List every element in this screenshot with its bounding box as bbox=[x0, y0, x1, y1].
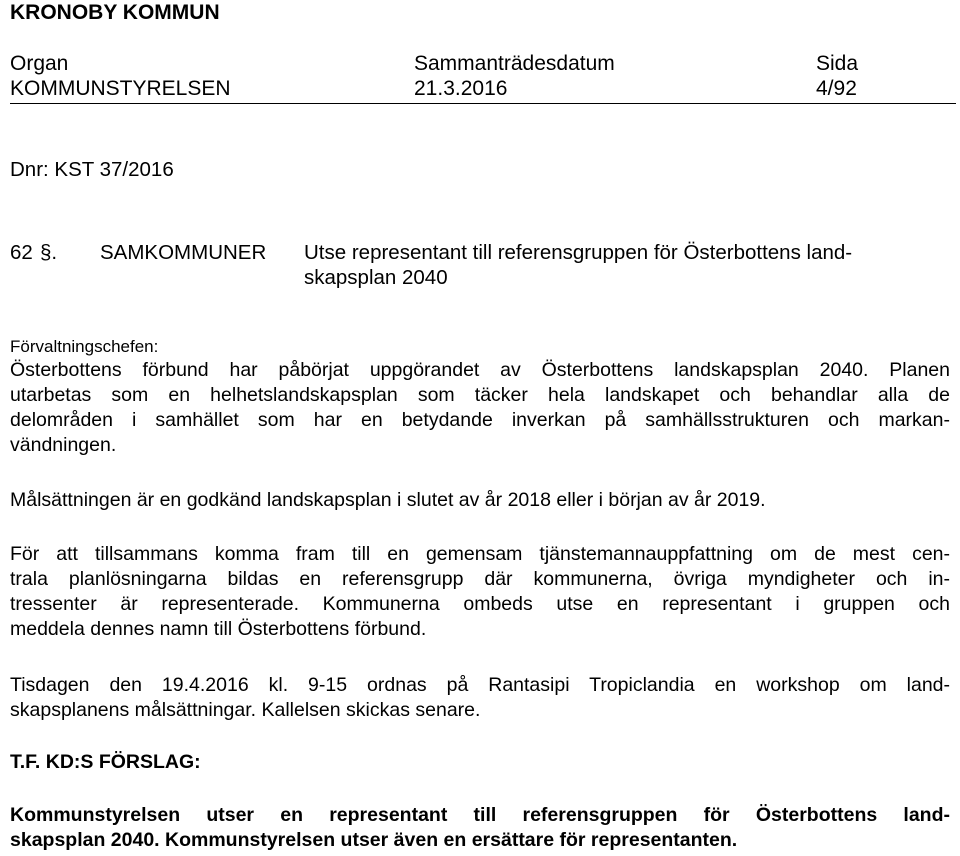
paragraph-line: skapsplanens målsättningar. Kallelsen skickas senare. bbox=[10, 699, 481, 721]
paragraph-line: Målsättningen är en godkänd landskapsplan i slutet av år 2018 eller i början av år 2019. bbox=[10, 489, 766, 511]
paragraph-line: Österbottens förbund har påbörjat uppgörandet av Österbottens landskapsplan 2040. Planen bbox=[10, 359, 950, 381]
paragraph-line: delområden i samhället som har en betydande inverkan på samhällsstrukturen och markan- bbox=[10, 409, 950, 431]
item-title-line-2: skapsplan 2040 bbox=[304, 266, 448, 289]
preparer-label: Förvaltningschefen: bbox=[10, 337, 159, 356]
paragraph-line: skapsplan 2040. Kommunstyrelsen utser även en ersättare för representanten. bbox=[10, 829, 738, 851]
paragraph-goal bbox=[10, 488, 950, 513]
item-category: SAMKOMMUNER bbox=[100, 241, 267, 264]
item-title-line-1: Utse representant till referensgruppen för Österbottens land- bbox=[304, 241, 853, 264]
date-label: Sammanträdesdatum bbox=[414, 52, 615, 75]
paragraph-line: utarbetas som en helhetslandskapsplan som täcker hela landskapet och behandlar alla de bbox=[10, 384, 950, 406]
page-label: Sida bbox=[816, 52, 859, 75]
paragraph-reference-group bbox=[10, 542, 950, 642]
date-value: 21.3.2016 bbox=[414, 77, 508, 100]
paragraph-line: Tisdagen den 19.4.2016 kl. 9-15 ordnas på Rantasipi Tropiclandia en workshop om land- bbox=[10, 674, 950, 696]
organ-label: Organ bbox=[10, 52, 69, 75]
paragraph-line: Kommunstyrelsen utser en representant till referensgruppen för Österbottens land- bbox=[10, 804, 950, 826]
organ-value: KOMMUNSTYRELSEN bbox=[10, 77, 231, 100]
municipality-name: KRONOBY KOMMUN bbox=[10, 1, 220, 24]
paragraph-background bbox=[10, 358, 950, 458]
case-number: Dnr: KST 37/2016 bbox=[10, 158, 174, 181]
paragraph-line: För att tillsammans komma fram till en gemensam tjänstemannauppfattning om de mest cen- bbox=[10, 543, 950, 565]
page-value: 4/92 bbox=[816, 77, 857, 100]
paragraph-workshop bbox=[10, 673, 950, 723]
paragraph-line: tressenter är representerade. Kommunerna ombeds utse en representant i gruppen och bbox=[10, 593, 950, 615]
paragraph-line: vändningen. bbox=[10, 434, 117, 456]
proposal-heading: T.F. KD:S FÖRSLAG: bbox=[10, 751, 201, 773]
section-sign: §. bbox=[40, 241, 58, 264]
proposal-text bbox=[10, 803, 950, 853]
paragraph-line: trala planlösningarna bildas en referensgrupp där kommunerna, övriga myndigheter och in- bbox=[10, 568, 950, 590]
item-number: 62 bbox=[10, 241, 33, 264]
paragraph-line: meddela dennes namn till Österbottens förbund. bbox=[10, 618, 427, 640]
header-divider bbox=[10, 103, 956, 104]
